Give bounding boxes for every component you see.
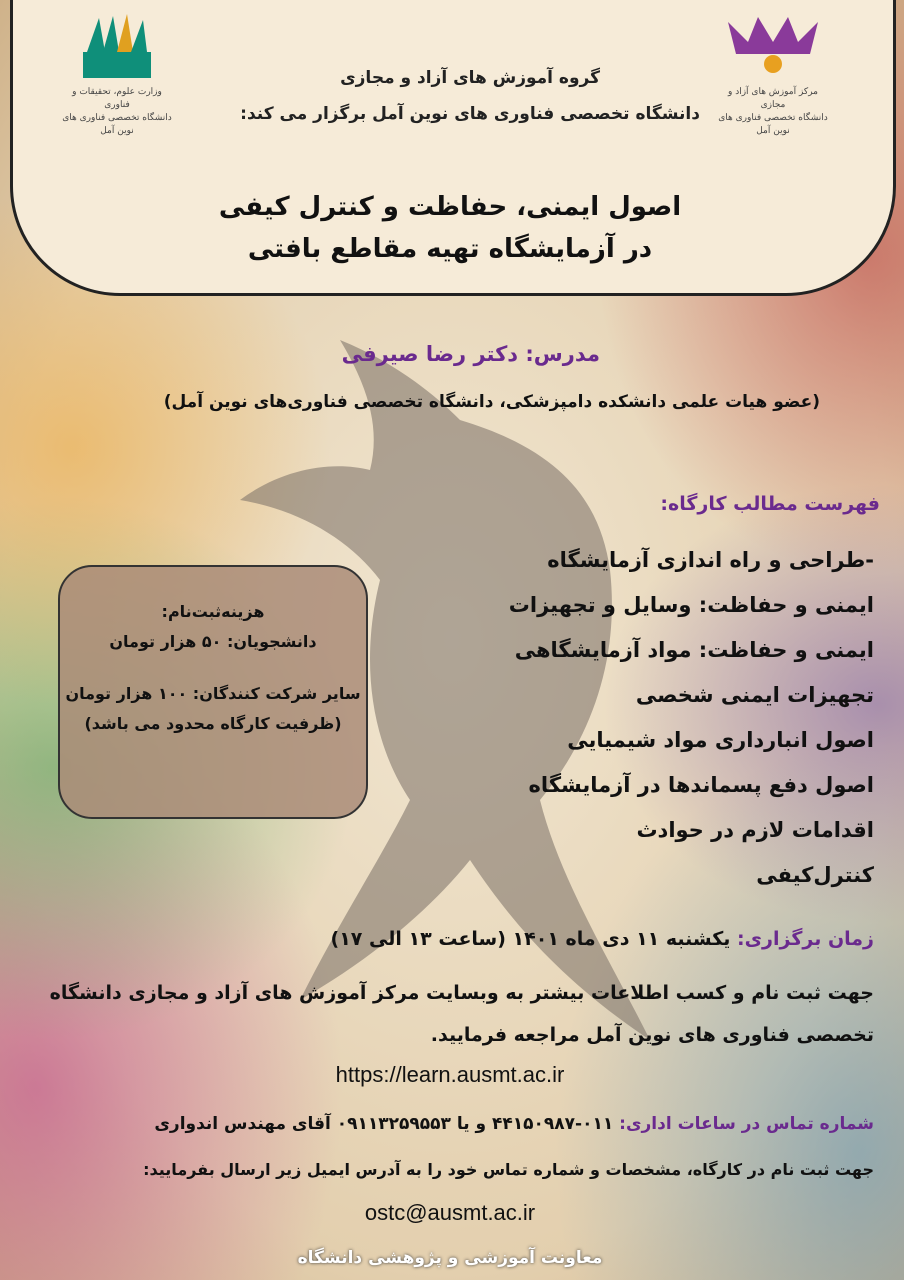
center-logo-caption-2: دانشگاه تخصصی فناوری های نوین آمل xyxy=(718,113,828,136)
contact-label: شماره تماس در ساعات اداری: xyxy=(619,1114,874,1134)
outline-item: اقدامات لازم در حوادث xyxy=(636,818,874,842)
schedule xyxy=(14,928,874,950)
instructor-name: مدرس: دکتر رضا صیرفی xyxy=(341,342,600,366)
fee-others: سایر شرکت کنندگان: ۱۰۰ هزار تومان xyxy=(65,684,361,703)
instructor-affiliation: (عضو هیات علمی دانشکده دامپزشکی، دانشگاه تخصصی فناوری‌های نوین آمل) xyxy=(163,392,820,412)
outline-item: اصول دفع پسماندها در آزمایشگاه xyxy=(528,773,874,797)
center-logo-caption-1: مرکز آموزش های آزاد و مجازی xyxy=(727,87,819,110)
contact-info xyxy=(14,1114,874,1134)
workshop-title-line-1: اصول ایمنی، حفاظت و کنترل کیفی xyxy=(218,192,682,222)
registration-fee-box xyxy=(58,565,368,819)
book-logo-icon xyxy=(77,12,157,82)
fee-capacity-note: (ظرفیت کارگاه محدود می باشد) xyxy=(84,714,342,733)
outline-list xyxy=(509,538,874,898)
registration-info: جهت ثبت نام و کسب اطلاعات بیشتر به وبسایت مرکز آموزش های آزاد و مجازی دانشگاه تخصصی فناوری های نوین آمل مراجعه فرمایید. xyxy=(49,982,874,1046)
workshop-title xyxy=(150,186,750,270)
schedule-label: زمان برگزاری: xyxy=(737,928,874,950)
center-logo xyxy=(718,12,828,136)
organizer-group: گروه آموزش های آزاد و مجازی xyxy=(340,68,600,88)
email-link[interactable]: ostc@ausmt.ac.ir xyxy=(364,1200,536,1225)
outline-item: اصول انبارداری مواد شیمیایی xyxy=(567,728,874,752)
outline-item: کنترل‌کیفی xyxy=(756,863,874,887)
footer-text: معاونت آموزشی و پژوهشی دانشگاه xyxy=(297,1248,603,1268)
outline-item: -طراحی و راه اندازی آزمایشگاه xyxy=(547,548,874,572)
outline-item: ایمنی و حفاظت: مواد آزمایشگاهی xyxy=(514,638,874,662)
open-book-logo-icon xyxy=(718,12,828,82)
workshop-title-line-2: در آزمایشگاه تهیه مقاطع بافتی xyxy=(247,234,653,264)
website-link[interactable]: https://learn.ausmt.ac.ir xyxy=(335,1062,565,1087)
outline-item: ایمنی و حفاظت: وسایل و تجهیزات xyxy=(508,593,874,617)
ministry-logo-caption-1: وزارت علوم، تحقیقات و فناوری xyxy=(72,87,162,110)
schedule-value: یکشنبه ۱۱ دی ماه ۱۴۰۱ (ساعت ۱۳ الی ۱۷) xyxy=(330,928,738,950)
outline-item: تجهیزات ایمنی شخصی xyxy=(635,683,874,707)
organizer-university: دانشگاه تخصصی فناوری های نوین آمل برگزار می کند: xyxy=(240,104,700,124)
ministry-logo xyxy=(62,12,172,136)
email-instruction: جهت ثبت نام در کارگاه، مشخصات و شماره تماس خود را به آدرس ایمیل زیر ارسال بفرمایید: xyxy=(143,1160,874,1179)
fee-heading: هزینه‌ثبت‌نام: xyxy=(161,602,265,621)
contact-value: ۰۱۱-۴۴۱۵۰۹۸۷ و یا ۰۹۱۱۳۲۵۹۵۵۳ آقای مهندس اندواری xyxy=(154,1114,620,1134)
ministry-logo-caption-2: دانشگاه تخصصی فناوری های نوین آمل xyxy=(62,113,172,136)
outline-heading: فهرست مطالب کارگاه: xyxy=(660,493,880,515)
fee-students: دانشجویان: ۵۰ هزار تومان xyxy=(109,632,317,651)
